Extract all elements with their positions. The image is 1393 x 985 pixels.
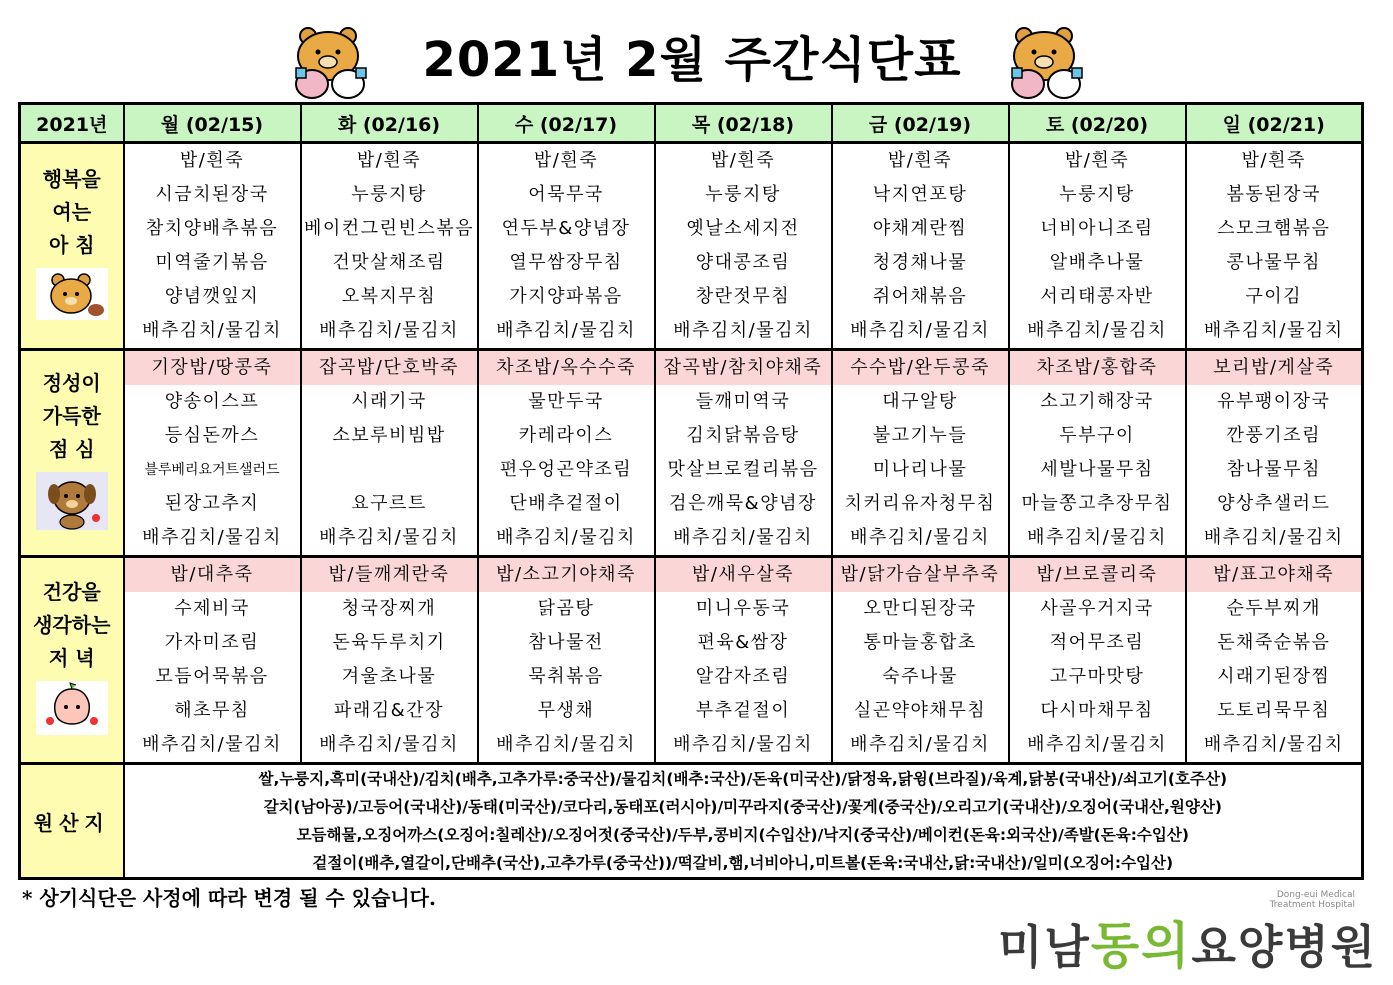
menu-item: 실곤약야채무침 [853, 700, 987, 721]
day-cell [655, 350, 832, 557]
menu-item: 김치닭볶음탕 [686, 425, 800, 446]
menu-item: 쥐어채볶음 [872, 286, 968, 307]
menu-item: 편우엉곤약조림 [499, 459, 633, 480]
menu-item: 오복지무침 [341, 286, 437, 307]
menu-item: 닭곰탕 [537, 598, 595, 619]
menu-item: 참치양배추볶음 [145, 218, 279, 239]
menu-item: 시래기된장찜 [1217, 666, 1331, 687]
bear-mascot-icon [284, 22, 380, 102]
menu-table [18, 102, 1364, 880]
main-dish-item: 기장밥/땅콩죽 [125, 351, 300, 385]
menu-item: 배추김치/물김치 [673, 527, 813, 548]
menu-item: 사골우거지국 [1040, 598, 1154, 619]
menu-item: 밥/흰죽 [1241, 150, 1306, 171]
day-cell [832, 557, 1009, 764]
day-cell [1186, 557, 1363, 764]
menu-item: 가지양파볶음 [509, 286, 623, 307]
origin-line: 쌀,누룽지,흑미(국내산)/김치(배추,고추가루:중국산)/물김치(배추:국산)/돈육(미국산)/닭정육,닭윙(브라질)/육계,닭봉(국내산)/쇠고기(호주산) [258, 770, 1228, 788]
logo-sub-line: Dong-eui Medical [1276, 890, 1355, 900]
hospital-logo [998, 888, 1378, 975]
day-header: 수 (02/17) [478, 104, 655, 143]
menu-item: 오만디된장국 [863, 598, 977, 619]
menu-item: 무생채 [537, 700, 595, 721]
day-cell [124, 557, 301, 764]
menu-item: 시금치된장국 [155, 184, 269, 205]
day-header: 일 (02/21) [1186, 104, 1363, 143]
meal-label [20, 350, 124, 557]
menu-item: 배추김치/물김치 [319, 734, 459, 755]
menu-item: 소고기해장국 [1040, 391, 1154, 412]
meal-label-line: 저 녁 [48, 645, 95, 670]
menu-item: 베이컨그린빈스볶음 [304, 218, 474, 239]
menu-item: 해초무침 [174, 700, 250, 721]
peach-mascot-icon [21, 681, 123, 745]
menu-item: 콩나물무침 [1226, 252, 1321, 273]
menu-item: 배추김치/물김치 [496, 734, 636, 755]
day-cell [478, 350, 655, 557]
main-dish-item: 보리밥/게살죽 [1187, 351, 1362, 385]
day-cell [301, 350, 478, 557]
menu-item: 배추김치/물김치 [496, 527, 636, 548]
meal-label-line: 건강을 [42, 579, 101, 604]
menu-item: 배추김치/물김치 [496, 320, 636, 341]
menu-item: 배추김치/물김치 [319, 320, 459, 341]
year-header: 2021년 [20, 104, 124, 143]
menu-item: 건맛살채조림 [332, 252, 446, 273]
menu-item: 적어무조림 [1049, 632, 1145, 653]
meal-label-line: 가득한 [42, 403, 101, 428]
menu-item: 낙지연포탕 [872, 184, 968, 205]
logo-accent: 동의 [1090, 917, 1192, 975]
menu-item: 누룽지탕 [1059, 184, 1135, 205]
meal-label-line: 점 심 [48, 436, 95, 461]
menu-item: 숙주나물 [882, 666, 958, 687]
menu-item: 청경채나물 [872, 252, 968, 273]
menu-item: 소보루비빔밥 [332, 425, 446, 446]
menu-item: 배추김치/물김치 [142, 734, 282, 755]
menu-item: 배추김치/물김치 [850, 734, 990, 755]
menu-item: 어묵무국 [528, 184, 604, 205]
page-title: 2021년 2월 주간식단표 [422, 32, 962, 88]
main-dish-item: 밥/새우살죽 [656, 558, 831, 592]
meal-row [20, 350, 1363, 557]
menu-item: 야채계란찜 [872, 218, 968, 239]
menu-item: 겨울초나물 [341, 666, 437, 687]
menu-item: 묵취볶음 [528, 666, 604, 687]
main-dish-item: 밥/들깨계란죽 [302, 558, 477, 592]
meal-row [20, 143, 1363, 350]
day-header: 화 (02/16) [301, 104, 478, 143]
menu-item: 단배추겉절이 [509, 493, 623, 514]
day-cell [301, 143, 478, 350]
day-cell [832, 350, 1009, 557]
menu-item: 배추김치/물김치 [1027, 320, 1167, 341]
menu-item: 창란젓무침 [695, 286, 791, 307]
day-cell [1186, 143, 1363, 350]
main-dish-item: 밥/표고야채죽 [1187, 558, 1362, 592]
menu-item: 서리태콩자반 [1040, 286, 1154, 307]
menu-item [302, 453, 477, 487]
day-header: 금 (02/19) [832, 104, 1009, 143]
main-dish-item: 잡곡밥/참치야채죽 [656, 351, 831, 385]
menu-item: 물만두국 [528, 391, 604, 412]
menu-item: 밥/흰죽 [1064, 150, 1130, 171]
menu-item: 배추김치/물김치 [673, 734, 813, 755]
origin-row [20, 764, 1363, 879]
menu-item: 고구마맛탕 [1049, 666, 1145, 687]
main-dish-item: 밥/소고기야채죽 [479, 558, 654, 592]
menu-item: 배추김치/물김치 [319, 527, 459, 548]
menu-item: 유부팽이장국 [1217, 391, 1331, 412]
menu-item: 배추김치/물김치 [1203, 527, 1344, 548]
menu-item: 모듬어묵볶음 [155, 666, 269, 687]
menu-item: 옛날소세지전 [686, 218, 800, 239]
dog-mascot-icon [21, 472, 123, 540]
origin-line: 모듬해물,오징어까스(오징어:칠레산)/오징어젓(중국산)/두부,콩비지(수입산)/낙지(중국산)/베이컨(돈육:외국산)/족발(돈육:수입산) [296, 826, 1189, 844]
day-cell [655, 143, 832, 350]
header-row [20, 104, 1363, 143]
menu-item: 미역줄기볶음 [155, 252, 269, 273]
menu-item: 밥/흰죽 [710, 150, 776, 171]
menu-item: 검은깨묵&양념장 [669, 493, 817, 514]
meal-label [20, 143, 124, 350]
meal-label-line: 여는 [52, 199, 92, 224]
menu-item: 배추김치/물김치 [1027, 734, 1167, 755]
menu-item: 누룽지탕 [705, 184, 781, 205]
main-dish-item: 차조밥/옥수수죽 [479, 351, 654, 385]
day-header: 목 (02/18) [655, 104, 832, 143]
day-cell [832, 143, 1009, 350]
logo-suffix: 요양병원 [1191, 920, 1378, 974]
origin-line: 갈치(남아공)/고등어(국내산)/동태(미국산)/코다리,동태포(러시아)/미꾸라지(중국산)/꽃게(중국산)/오리고기(국내산)/오징어(국내산,원양산) [263, 798, 1222, 816]
menu-item: 배추김치/물김치 [142, 527, 282, 548]
menu-item: 불고기누들 [872, 425, 968, 446]
menu-item: 마늘쫑고추장무침 [1021, 493, 1173, 514]
menu-item: 참나물무침 [1226, 459, 1321, 480]
menu-item: 파래김&간장 [334, 700, 444, 721]
menu-item: 너비아니조림 [1040, 218, 1154, 239]
meal-label-line: 정성이 [42, 370, 101, 395]
menu-item: 양송이스프 [164, 391, 260, 412]
menu-item: 밥/흰죽 [179, 150, 245, 171]
menu-item: 맛살브로컬리볶음 [667, 459, 819, 480]
main-dish-item: 밥/대추죽 [125, 558, 300, 592]
menu-item: 순두부찌개 [1226, 598, 1321, 619]
menu-item: 편육&쌈장 [697, 632, 789, 653]
day-cell [301, 557, 478, 764]
origin-label: 원산지 [20, 764, 124, 879]
menu-item: 두부구이 [1059, 425, 1135, 446]
menu-item: 양상추샐러드 [1217, 493, 1331, 514]
menu-item: 연두부&양념장 [501, 218, 631, 239]
menu-item: 치커리유자청무침 [844, 493, 996, 514]
menu-item: 배추김치/물김치 [1203, 320, 1344, 341]
menu-item: 알감자조림 [695, 666, 791, 687]
menu-item: 도토리묵무침 [1217, 700, 1331, 721]
menu-item: 된장고추지 [164, 493, 260, 514]
day-cell [1186, 350, 1363, 557]
meal-label [20, 557, 124, 764]
menu-item: 양대콩조림 [695, 252, 791, 273]
main-dish-item: 밥/닭가슴살부추죽 [833, 558, 1008, 592]
menu-item: 밥/흰죽 [887, 150, 953, 171]
menu-item: 알배추나물 [1049, 252, 1145, 273]
meal-label-line: 생각하는 [33, 612, 111, 637]
meal-label-line: 행복을 [42, 166, 101, 191]
day-header: 토 (02/20) [1009, 104, 1186, 143]
menu-item: 청국장찌개 [341, 598, 437, 619]
menu-item: 부추겉절이 [695, 700, 791, 721]
menu-item: 밥/흰죽 [533, 150, 599, 171]
meal-row [20, 557, 1363, 764]
logo-prefix: 미남 [998, 920, 1091, 974]
menu-item: 통마늘홍합초 [863, 632, 977, 653]
menu-item: 미나리나물 [872, 459, 968, 480]
bear-mascot-icon [21, 268, 123, 330]
main-dish-item: 수수밥/완두콩죽 [833, 351, 1008, 385]
menu-item: 누룽지탕 [351, 184, 427, 205]
menu-item: 양념깻잎지 [164, 286, 260, 307]
menu-item: 스모크햄볶음 [1217, 218, 1331, 239]
menu-item: 배추김치/물김치 [142, 320, 282, 341]
title-row [0, 18, 1393, 104]
menu-item: 세발나물무침 [1040, 459, 1154, 480]
menu-item: 구이김 [1245, 286, 1303, 307]
menu-item: 카레라이스 [518, 425, 614, 446]
day-cell [478, 143, 655, 350]
menu-item: 배추김치/물김치 [850, 320, 990, 341]
menu-item: 밥/흰죽 [356, 150, 422, 171]
day-header: 월 (02/15) [124, 104, 301, 143]
day-cell [1009, 350, 1186, 557]
menu-item: 돈채죽순볶음 [1217, 632, 1331, 653]
main-dish-item: 밥/브로콜리죽 [1010, 558, 1185, 592]
day-cell [478, 557, 655, 764]
logo-wordmark [998, 906, 1377, 978]
meal-label-line: 아 침 [48, 232, 95, 257]
menu-item: 봄동된장국 [1226, 184, 1321, 205]
notice-text: * 상기식단은 사정에 따라 변경 될 수 있습니다. [22, 886, 436, 910]
menu-item: 시래기국 [351, 391, 427, 412]
day-cell [124, 143, 301, 350]
day-cell [124, 350, 301, 557]
menu-item: 수제비국 [174, 598, 250, 619]
menu-item: 요구르트 [351, 493, 427, 514]
menu-item: 대구알탕 [882, 391, 958, 412]
menu-item: 배추김치/물김치 [850, 527, 990, 548]
origin-line: 겉절이(배추,열갈이,단배추(국산),고추가루(중국산))/떡갈비,햄,너비아니,미트볼(돈육:국내산,닭:국내산)/일미(오징어:수입산) [312, 854, 1174, 872]
menu-item: 돈육두루치기 [332, 632, 446, 653]
menu-item: 배추김치/물김치 [1027, 527, 1167, 548]
day-cell [1009, 143, 1186, 350]
logo-sub-line: Treatment Hospital [1269, 900, 1355, 910]
menu-item: 깐풍기조림 [1226, 425, 1321, 446]
origin-info [124, 764, 1363, 879]
menu-item: 다시마채무침 [1040, 700, 1154, 721]
day-cell [1009, 557, 1186, 764]
day-cell [655, 557, 832, 764]
menu-item: 등심돈까스 [164, 425, 260, 446]
menu-item: 가자미조림 [164, 632, 260, 653]
menu-item: 배추김치/물김치 [673, 320, 813, 341]
menu-item: 열무쌈장무침 [509, 252, 623, 273]
main-dish-item: 차조밥/홍합죽 [1010, 351, 1185, 385]
menu-item: 미니우동국 [695, 598, 791, 619]
menu-item: 들깨미역국 [695, 391, 791, 412]
main-dish-item: 잡곡밥/단호박죽 [302, 351, 477, 385]
menu-item: 참나물전 [528, 632, 604, 653]
bear-mascot-icon [1000, 22, 1096, 102]
menu-item: 블루베리요거트샐러드 [144, 462, 280, 478]
menu-item: 배추김치/물김치 [1203, 734, 1344, 755]
